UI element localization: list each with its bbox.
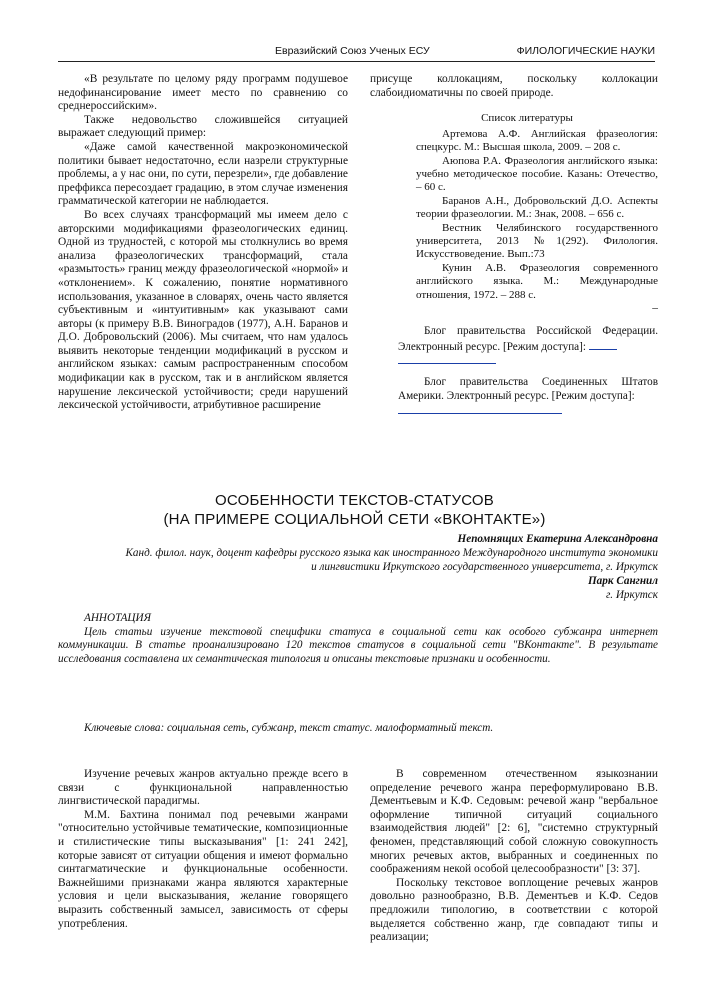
reference-item: Артемова А.Ф. Английская фразеология: спецкурс. М.: Высшая школа, 2009. – 208 с. (416, 127, 658, 154)
author-name: Парк Сангнил (587, 575, 658, 587)
link-placeholder[interactable] (589, 338, 617, 350)
section-name: ФИЛОЛОГИЧЕСКИЕ НАУКИ (516, 45, 655, 57)
reference-blog-russia (398, 324, 658, 355)
paragraph: В современном отечественном языкознании определение речевого жанра переформулировано В.В. Дементьевым и К.Ф. Седовым: речевой жанр "вербальное оформление типичной ситуаций социального взаимодействия людей" [2: 6], "системно структурный феномен, представляющий собой сложную совокупность многих речевых актов, выбранных и соединенных по соображениям некой особой целесообразности" [3: 37]. (370, 768, 658, 876)
paragraph: «Даже самой качественной макроэкономической политики бывает недостаточно, если назрели структурные проблемы, а у нас они, по сути, перезрели», где добавление преффикса пересоздает градацию, в этом случае изменения грамматической категории не наблюдается. (58, 140, 348, 208)
paragraph: М.М. Бахтина понимал под речевыми жанрами "относительно устойчивые тематические, композиционные и стилистические типы высказывания" [1: 241 242], которые зависят от ситуации общения и имеют формально синтагматические и функциональные особенности. Важнейшими признаками жанра являются характерные условия и цели высказывания, желание говорящего выразить собственный замысел, зависимость от сферы употребления. (58, 808, 348, 930)
title-line-1: ОСОБЕННОСТИ ТЕКСТОВ-СТАТУСОВ (215, 492, 494, 509)
paragraph: «В результате по целому ряду программ подушевое недофинансирование имеет место по сравнению со среднероссийским». (58, 73, 348, 113)
article-title (0, 491, 709, 529)
annotation (58, 612, 658, 666)
top-left-column (58, 73, 348, 413)
reference-item: Аюпова Р.А. Фразеология английского языка: учебно методическое пособие. Казань: Отечество, – 60 с. (416, 154, 658, 194)
paragraph: Во всех случаях трансформаций мы имеем дело с авторскими модификациями фразеологических единиц. Одной из трудностей, с которой мы столкнулись во время анализа фразеологических трансформаций, стала «размытость» границ между фразеологической «нормой» и «отклонением». К сожалению, понятие нормативного использования, указанное в словарях, очень часто является субъективным и «интуитивным» как указывают сами авторы (к примеру В.В. Виноградов (1977), А.Н. Баранов и Д.О. Добровольский (2006). Мы считаем, что нам удалось выявить некоторые тенденции модификаций в русском и английском языках: самым распространенным способом модификации как в русском, так и в английском является нарушение лексической устойчивости; среди нарушений лексической устойчивости, атрибутивное расширение (58, 208, 348, 412)
dash: – (652, 302, 658, 315)
blog-text: Блог правительства Российской Федерации. Электронный ресурс. [Режим доступа]: (398, 324, 658, 354)
paragraph: Изучение речевых жанров актуально прежде всего в связи с функциональной направленностью лингвистической парадигмы. (58, 768, 348, 808)
reference-blog-usa (398, 375, 658, 404)
bottom-right-column (370, 768, 658, 945)
top-right-column (370, 73, 658, 418)
keywords: Ключевые слова: социальная сеть, субжанр, текст статус. малоформатный текст. (84, 722, 494, 734)
author-affiliation: и лингвистики Иркутского государственного университета, г. Иркутск (311, 561, 658, 573)
reference-item: Вестник Челябинского государственного университета, 2013 №1(292). Филология. Искусствоведение. Вып.:73 (416, 221, 658, 261)
references-title: Список литературы (481, 112, 573, 125)
author-affiliation: г. Иркутск (606, 589, 658, 601)
title-line-2: (НА ПРИМЕРЕ СОЦИАЛЬНОЙ СЕТИ «ВКОНТАКТЕ») (163, 511, 546, 528)
bottom-left-column (58, 768, 348, 931)
link-placeholder[interactable] (398, 352, 496, 364)
author-affiliation: Канд. филол. наук, доцент кафедры русского языка как иностранного Международного института экономики (125, 547, 658, 559)
author-name: Непомнящих Екатерина Александровна (457, 533, 658, 545)
paragraph-continuation: присуще коллокациям, поскольку коллокации слабоидиоматичны по своей природе. (370, 73, 658, 99)
reference-item: Баранов А.Н., Добровольский Д.О. Аспекты теории фразеологии. М.: Знак, 2008. – 656 с. (416, 194, 658, 221)
paragraph: Также недовольство сложившейся ситуацией выражает следующий пример: (58, 113, 348, 140)
reference-item: Кунин А.В. Фразеология современного английского языка. М.: Международные отношения, 1972. – 288 с. (416, 261, 658, 301)
journal-name: Евразийский Союз Ученых ЕСУ (275, 45, 430, 57)
link-placeholder[interactable] (398, 402, 562, 414)
paragraph: Поскольку текстовое воплощение речевых жанров довольно разнообразно, В.В. Дементьев и К.Ф. Седов предложили типологию, в соответствии с которой выделяется собственно жанр, где совпадают типы и реализации; (370, 876, 658, 944)
references-list (370, 128, 658, 302)
annotation-label: АННОТАЦИЯ (84, 612, 151, 624)
blog-text: Блог правительства Соединенных Штатов Америки. Электронный ресурс. [Режим доступа]: (398, 376, 658, 403)
annotation-text: Цель статьи изучение текстовой специфики статуса в социальной сети как особого субжанра интернет коммуникации. В статье проанализировано 120 текстов статусов в социальной сети "ВКонтакте". В результате исследования составлена их семантическая типология и описаны текстовые признаки и особенности. (58, 625, 658, 665)
page-header (58, 43, 655, 62)
